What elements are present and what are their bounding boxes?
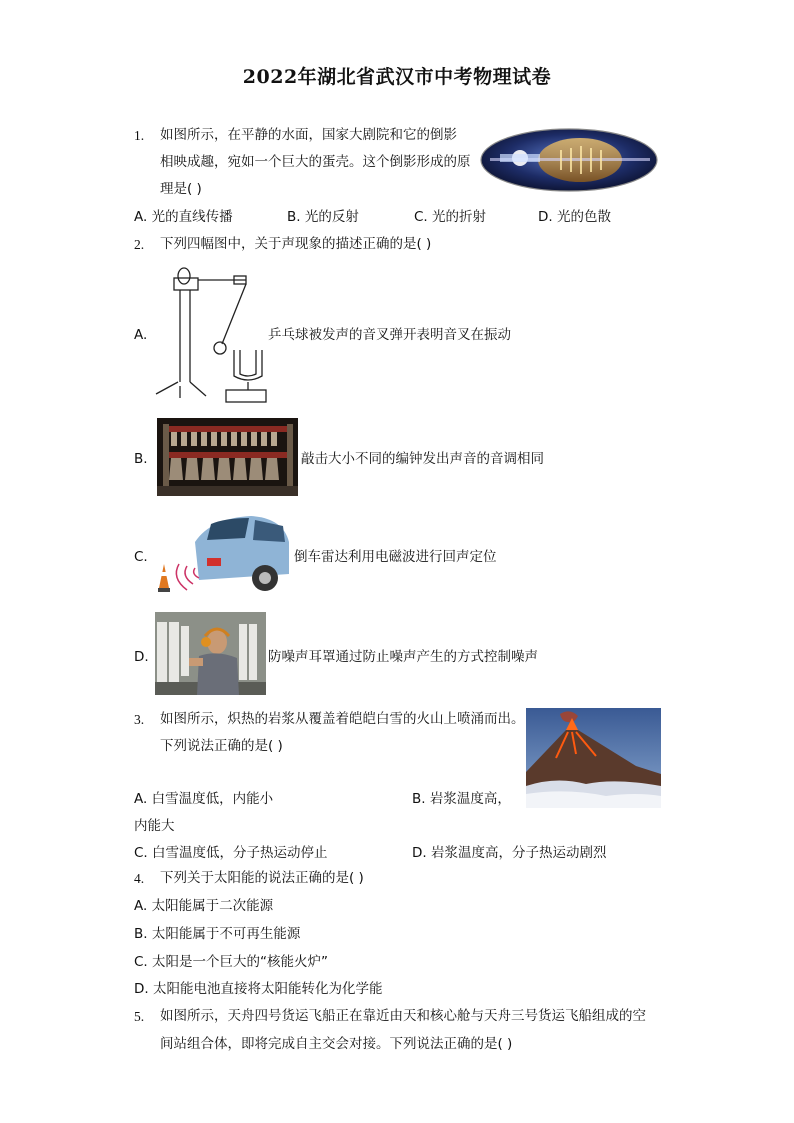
chime-bells-image xyxy=(157,418,298,496)
question-text-line: 如图所示，天舟四号货运飞船正在靠近由天和核心舱与天舟三号货运飞船组成的空 xyxy=(160,1008,646,1024)
option-text: 乒乓球被发声的音叉弹开表明音叉在振动 xyxy=(268,327,511,343)
question-stem: 下列关于太阳能的说法正确的是( ) xyxy=(160,870,364,886)
option-c: C. 光的折射 xyxy=(414,209,487,225)
option-c: C. 白雪温度低，分子热运动停止 xyxy=(134,845,328,861)
option-letter: C. xyxy=(134,549,148,565)
question-text-line: 理是( ) xyxy=(160,181,202,197)
question-text-line: 如图所示，在平静的水面，国家大剧院和它的倒影 xyxy=(160,127,457,143)
question-number: 2. xyxy=(134,237,145,252)
option-d: D. 太阳能电池直接将太阳能转化为化学能 xyxy=(134,981,383,997)
option-b: B. 岩浆温度高， xyxy=(412,791,511,807)
option-b: B. 太阳能属于不可再生能源 xyxy=(134,926,301,942)
option-text: 倒车雷达利用电磁波进行回声定位 xyxy=(294,549,497,565)
option-b: B. 光的反射 xyxy=(287,209,359,225)
option-text: 防噪声耳罩通过防止噪声产生的方式控制噪声 xyxy=(268,649,538,665)
question-text-line: 间站组合体，即将完成自主交会对接。下列说法正确的是( ) xyxy=(160,1036,513,1052)
tuning-fork-apparatus-image xyxy=(150,264,270,406)
question-text-line: 相映成趣，宛如一个巨大的蛋壳。这个倒影形成的原 xyxy=(160,154,471,170)
option-letter: A. xyxy=(134,327,148,343)
option-letter: B. xyxy=(134,451,148,467)
option-b-continued: 内能大 xyxy=(134,818,175,834)
option-c: C. 太阳是一个巨大的“核能火炉” xyxy=(134,954,328,970)
option-letter: D. xyxy=(134,649,149,665)
option-d: D. 光的色散 xyxy=(538,209,611,225)
option-text: 敲击大小不同的编钟发出声音的音调相同 xyxy=(301,451,544,467)
question-number: 3. xyxy=(134,712,145,727)
question-number: 5. xyxy=(134,1009,145,1024)
option-a: A. 光的直线传播 xyxy=(134,209,233,225)
question-stem: 下列四幅图中，关于声现象的描述正确的是( ) xyxy=(160,236,432,252)
question-text-line: 如图所示，炽热的岩浆从覆盖着皑皑白雪的火山上喷涌而出。 xyxy=(160,711,525,727)
option-a: A. 白雪温度低，内能小 xyxy=(134,791,274,807)
option-a: A. 太阳能属于二次能源 xyxy=(134,898,274,914)
noise-earmuff-worker-image xyxy=(155,612,266,695)
question-number: 4. xyxy=(134,871,145,886)
page-title: 2022年湖北省武汉市中考物理试卷 xyxy=(242,66,552,88)
question-text-line: 下列说法正确的是( ) xyxy=(160,738,283,754)
option-d: D. 岩浆温度高，分子热运动剧烈 xyxy=(412,845,607,861)
car-reversing-radar-image xyxy=(155,512,291,600)
question-number: 1. xyxy=(134,128,145,143)
grand-theatre-reflection-image xyxy=(480,128,658,192)
volcano-eruption-image xyxy=(526,708,661,808)
